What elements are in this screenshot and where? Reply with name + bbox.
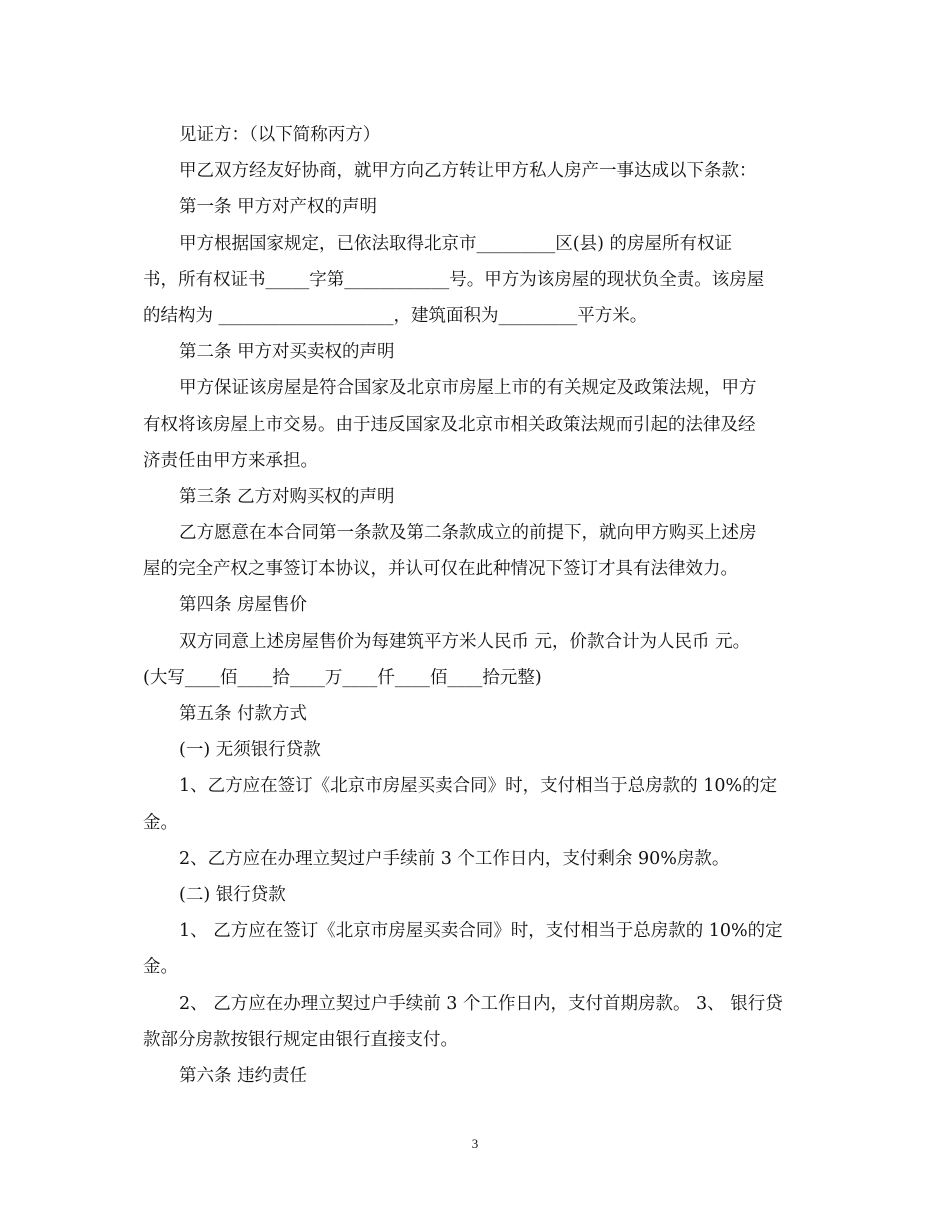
text-line: 有权将该房屋上市交易。由于违反国家及北京市相关政策法规而引起的法律及经 <box>143 414 756 435</box>
text-line: 双方同意上述房屋售价为每建筑平方米人民币 元，价款合计为人民币 元。 <box>179 631 751 652</box>
text-line: 金。 <box>143 812 178 833</box>
text-line: 1、 乙方应在签订《北京市房屋买卖合同》时，支付相当于总房款的 10%的定 <box>179 921 783 942</box>
text-line: 第一条 甲方对产权的声明 <box>179 197 378 218</box>
document-body <box>143 117 813 1094</box>
text-line: 济责任由甲方来承担。 <box>143 450 318 471</box>
text-line: (二) 银行贷款 <box>179 884 286 905</box>
text-line: 第三条 乙方对购买权的声明 <box>179 486 395 507</box>
text-line: 第六条 违约责任 <box>179 1065 308 1086</box>
text-line: 书，所有权证书_____字第____________号。甲方为该房屋的现状负全责。该房屋 <box>143 269 765 290</box>
text-line: 1、乙方应在签订《北京市房屋买卖合同》时，支付相当于总房款的 10%的定 <box>179 776 778 797</box>
text-line: 甲乙双方经友好协商，就甲方向乙方转让甲方私人房产一事达成以下条款： <box>179 161 757 182</box>
text-line: (一) 无须银行贷款 <box>179 740 321 761</box>
text-line: 第二条 甲方对买卖权的声明 <box>179 342 395 363</box>
text-line: 款部分房款按银行规定由银行直接支付。 <box>143 1029 458 1050</box>
text-line: 第五条 付款方式 <box>179 704 308 724</box>
text-line: 见证方：（以下简称丙方） <box>179 125 381 145</box>
text-line: (大写____佰____拾____万____仟____佰____拾元整) <box>143 667 542 688</box>
text-line: 屋的完全产权之事签订本协议，并认可仅在此种情况下签订才具有法律效力。 <box>143 559 738 580</box>
text-line: 的结构为 ____________________，建筑面积为_________平方米。 <box>143 305 648 326</box>
text-line: 甲方保证该房屋是符合国家及北京市房屋上市的有关规定及政策法规，甲方 <box>179 378 757 399</box>
text-line: 乙方愿意在本合同第一条款及第二条款成立的前提下，就向甲方购买上述房 <box>179 523 757 544</box>
text-line: 金。 <box>143 957 178 978</box>
text-line: 2、 乙方应在办理立契过户手续前 3 个工作日内，支付首期房款。 3、 银行贷 <box>179 993 783 1014</box>
page-number: 3 <box>471 1136 479 1151</box>
text-line: 甲方根据国家规定，已依法取得北京市_________区(县) 的房屋所有权证 <box>179 233 732 254</box>
text-line: 2、乙方应在办理立契过户手续前 3 个工作日内，支付剩余 90%房款。 <box>179 848 730 869</box>
text-line: 第四条 房屋售价 <box>179 595 308 616</box>
